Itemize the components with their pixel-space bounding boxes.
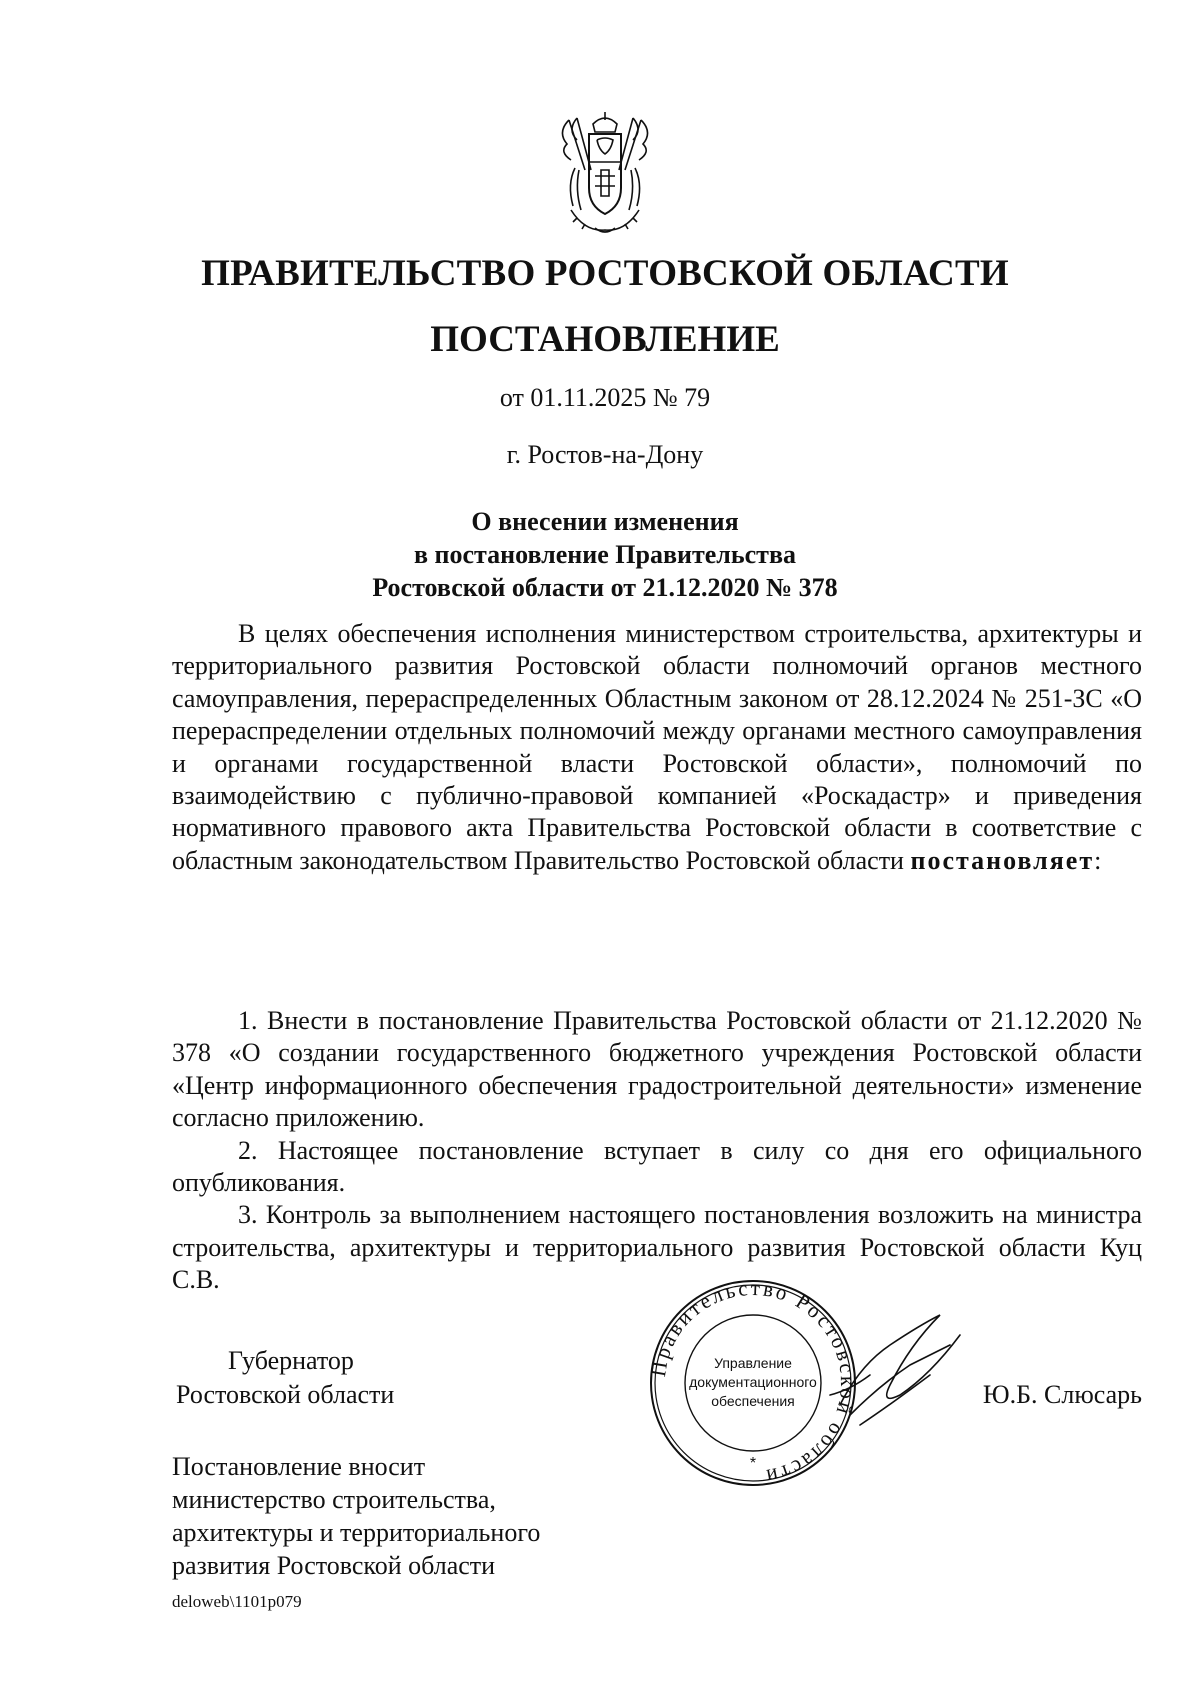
note-line: архитектуры и территориального [172, 1518, 541, 1547]
resolution-item: 3. Контроль за выполнением настоящего постановления возложить на министра строительства, архитектуры и территориального развития Ростовской области Куц С.В. [172, 1200, 1142, 1295]
note-line: Постановление вносит [172, 1452, 426, 1481]
coat-of-arms-icon [555, 110, 655, 238]
note-line: развития Ростовской области [172, 1551, 496, 1580]
preamble-text: В целях обеспечения исполнения министерством строительства, архитектуры и территориального развития Ростовской области полномочий органов местного самоуправления, перераспределенных Областным законом от 28.12.2024 № 251-ЗС «О перераспределении отдельных полномочий между органами местного самоуправления и органами государственной власти Ростовской области», полномочий по взаимодействию с публично-правовой компанией «Роскадастр» и приведения нормативного правового акта Правительства Ростовской области в соответствие с областным законодательством Правительство Ростовской области [172, 619, 1142, 875]
subject-line: О внесении изменения [471, 507, 739, 536]
svg-text:Управление: Управление [714, 1355, 792, 1371]
signatory-position: Губернатор [228, 1346, 354, 1375]
resolution-item: 2. Настоящее постановление вступает в силу со дня его официального опубликования. [172, 1135, 1142, 1198]
signatory-name: Ю.Б. Слюсарь [982, 1380, 1142, 1409]
svg-text:документационного: документационного [689, 1374, 817, 1390]
resolves-keyword: постановляет [910, 845, 1095, 875]
resolution-item: 1. Внести в постановление Правительства Ростовской области от 21.12.2020 № 378 «О создании государственного бюджетного учреждения Ростовской области «Центр информационного обеспечения градостроительной деятельности» изменение согласно приложению. [172, 1006, 1142, 1133]
organization-title: ПРАВИТЕЛЬСТВО РОСТОВСКОЙ ОБЛАСТИ [201, 253, 1009, 294]
preamble-end: : [1094, 845, 1102, 875]
signatory-region: Ростовской области [176, 1380, 395, 1409]
document-footer-code: deloweb\1101p079 [172, 1592, 302, 1611]
subject-line: в постановление Правительства [413, 540, 796, 569]
svg-text:*: * [749, 1455, 757, 1472]
document-subject [0, 505, 1200, 604]
preamble [172, 618, 1142, 877]
note-line: министерство строительства, [172, 1485, 496, 1514]
document-type: ПОСТАНОВЛЕНИЕ [430, 319, 780, 360]
submitted-by-note [172, 1450, 652, 1582]
svg-text:обеспечения: обеспечения [711, 1393, 795, 1409]
svg-text:Правительство Ростовской облас: Правительство Ростовской области [648, 1278, 858, 1488]
resolution-items [172, 1005, 1142, 1297]
subject-line: Ростовской области от 21.12.2020 № 378 [372, 573, 838, 602]
handwritten-signature [820, 1305, 980, 1435]
document-date-number: от 01.11.2025 № 79 [499, 383, 711, 412]
document-city: г. Ростов-на-Дону [506, 440, 704, 469]
coat-of-arms-emblem [555, 110, 655, 238]
preamble-paragraph [172, 618, 1142, 877]
